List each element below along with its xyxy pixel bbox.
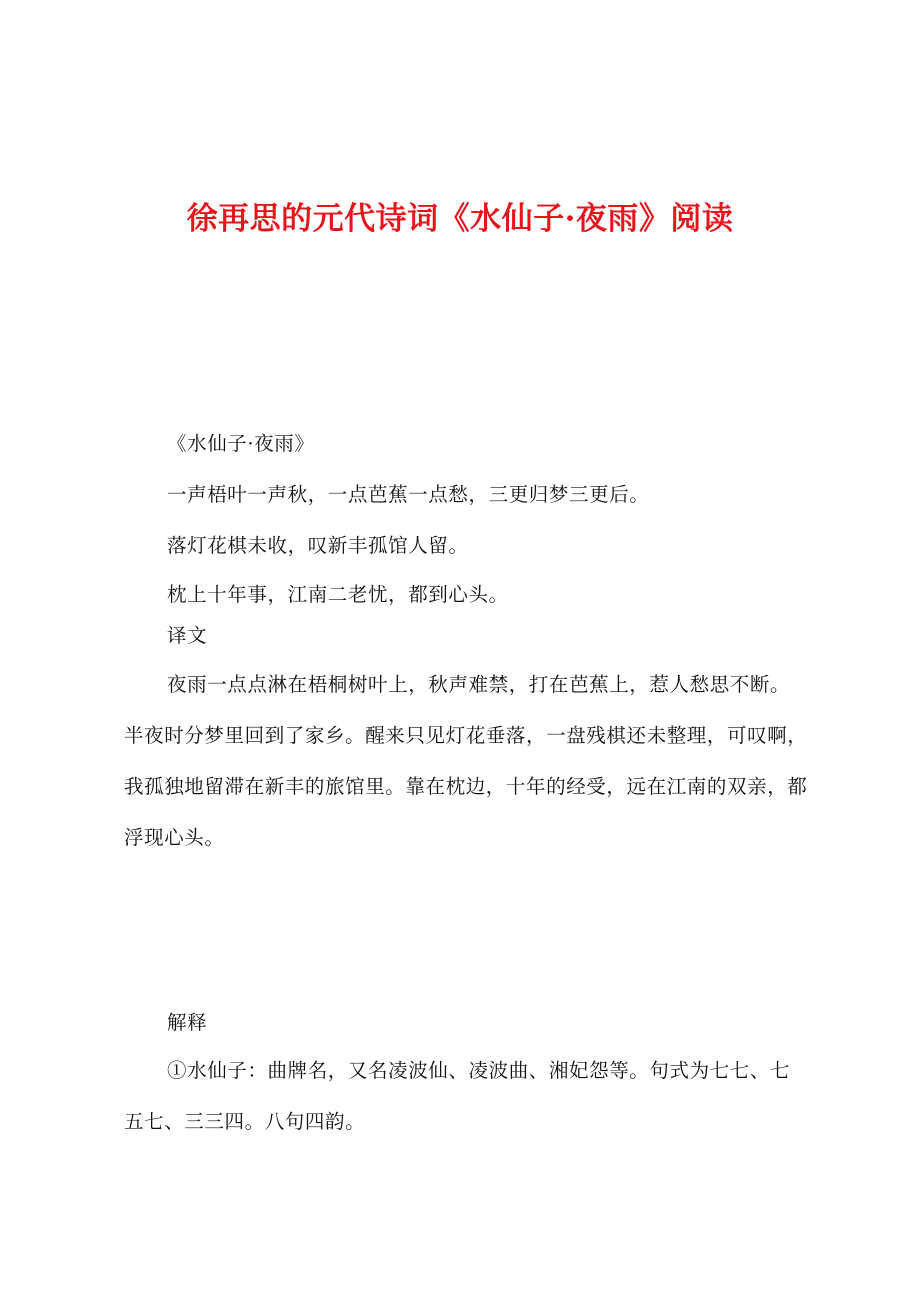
document-title: 徐再思的元代诗词《水仙子·夜雨》阅读 — [186, 201, 734, 237]
notes-heading: 解释 — [167, 1011, 208, 1034]
poem-line-1: 一声梧叶一声秋，一点芭蕉一点愁，三更归梦三更后。 — [167, 483, 650, 506]
translation-heading: 译文 — [167, 624, 208, 647]
note-1: ①水仙子：曲牌名，又名凌波仙、凌波曲、湘妃怨等。句式为七七、七五七、三三四。八句四韵。 — [124, 1059, 791, 1133]
poem-title: 《水仙子·夜雨》 — [167, 432, 315, 455]
translation-text: 夜雨一点点淋在梧桐树叶上，秋声难禁，打在芭蕉上，惹人愁思不断。半夜时分梦里回到了家乡。醒来只见灯花垂落，一盘残棋还未整理，可叹啊，我孤独地留滞在新丰的旅馆里。靠在枕边，十年的经受，远在江南的双亲，都浮现心头。 — [124, 673, 808, 849]
poem-line-2: 落灯花棋未收，叹新丰孤馆人留。 — [167, 534, 469, 557]
poem-line-3: 枕上十年事，江南二老忧，都到心头。 — [167, 583, 509, 606]
